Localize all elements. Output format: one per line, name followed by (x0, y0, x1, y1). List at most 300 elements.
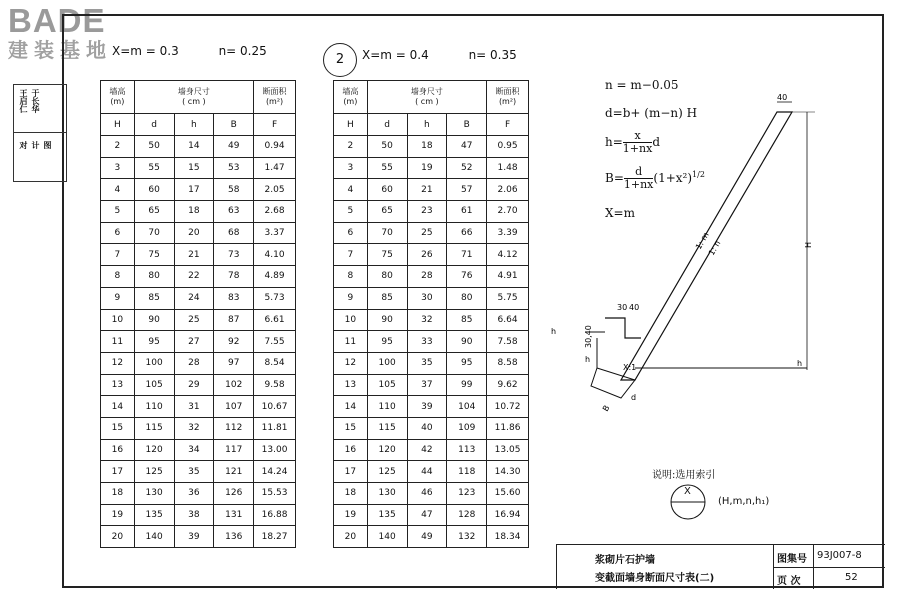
formula-h-den: 1+nx (622, 142, 653, 155)
table1-col-area: 断面积 (m²) (254, 81, 296, 114)
table1-col-size: 墙身尺寸 ( cm ) (134, 81, 253, 114)
table1-cell: 107 (214, 396, 254, 418)
table2-cell: 5.75 (487, 287, 529, 309)
table2-cell: 7 (334, 244, 368, 266)
table1-cell: 18 (101, 483, 135, 505)
table1-cell: 6.61 (254, 309, 296, 331)
table1-row (101, 309, 296, 331)
table2-cell: 100 (367, 352, 407, 374)
table1-cell: 22 (174, 266, 214, 288)
table2-cell: 17 (334, 461, 368, 483)
table1-cell: 25 (174, 309, 214, 331)
table1-cell: 125 (134, 461, 174, 483)
table2-cell: 4 (334, 179, 368, 201)
table2-cell: 37 (407, 374, 447, 396)
table2-row (334, 179, 529, 201)
table2-n-label: n= 0.35 (468, 48, 517, 62)
table1-col-height: 墙高 (m) (101, 81, 135, 114)
dim-40-label: 40 (629, 303, 640, 312)
table2-cell: 110 (367, 396, 407, 418)
table2-row (334, 331, 529, 353)
table1-cell: 105 (134, 374, 174, 396)
table2-cell: 19 (334, 504, 368, 526)
table1-cell: 11.81 (254, 417, 296, 439)
table2-cell: 16.94 (487, 504, 529, 526)
table2-cell: 75 (367, 244, 407, 266)
table1-cell: 20 (174, 222, 214, 244)
table1-row (101, 396, 296, 418)
table2-cell: 20 (334, 526, 368, 548)
formula-b-num: d (624, 166, 654, 179)
table1-cell: 2.68 (254, 201, 296, 223)
table2-cell: 9.62 (487, 374, 529, 396)
table1-cell: 100 (134, 352, 174, 374)
table1-cell: 5 (101, 201, 135, 223)
table2-cell: 6.64 (487, 309, 529, 331)
table1-x-label: X=m = 0.3 (112, 44, 179, 58)
table1-cell: 112 (214, 417, 254, 439)
table1-cell: 55 (134, 157, 174, 179)
table2-row (334, 417, 529, 439)
table1-cell: 15 (101, 417, 135, 439)
formula-x: X=m (605, 206, 635, 220)
table1-row (101, 222, 296, 244)
table2-circle-marker: 2 (323, 43, 357, 77)
table1-row (101, 136, 296, 158)
table2-cell: 85 (447, 309, 487, 331)
title-block (556, 544, 885, 589)
side-label-6: 对 (19, 141, 28, 149)
table2-cell: 118 (447, 461, 487, 483)
table2-subheader: h (407, 114, 447, 136)
table2-cell: 11 (334, 331, 368, 353)
table1-cell: 1.47 (254, 157, 296, 179)
table2-cell: 65 (367, 201, 407, 223)
table2-cell: 50 (367, 136, 407, 158)
table1-cell: 39 (174, 526, 214, 548)
table1-cell: 18.27 (254, 526, 296, 548)
table1-cell: 50 (134, 136, 174, 158)
table1-cell: 49 (214, 136, 254, 158)
table1-row (101, 201, 296, 223)
table1-subheader: B (214, 114, 254, 136)
table2-cell: 104 (447, 396, 487, 418)
table1-cell: 15 (174, 157, 214, 179)
table1-cell: 17 (174, 179, 214, 201)
table2-subheader: F (487, 114, 529, 136)
table1-cell: 70 (134, 222, 174, 244)
table2-cell: 115 (367, 417, 407, 439)
table2-cell: 8.58 (487, 352, 529, 374)
table1-cell: 87 (214, 309, 254, 331)
table1-cell: 83 (214, 287, 254, 309)
table1-row (101, 157, 296, 179)
table1-cell: 10 (101, 309, 135, 331)
table2-cell: 13 (334, 374, 368, 396)
table2-cell: 4.12 (487, 244, 529, 266)
table2-x-label: X=m = 0.4 (362, 48, 429, 62)
table1-cell: 126 (214, 483, 254, 505)
table1-cell: 121 (214, 461, 254, 483)
slope-m-label: 1: m (693, 230, 711, 251)
table1-cell: 60 (134, 179, 174, 201)
atlas-no: 93J007-8 (817, 550, 862, 561)
table1-row (101, 331, 296, 353)
table2-row (334, 136, 529, 158)
logo-text-cn: 建装基地 (8, 38, 112, 62)
table1-subheader: F (254, 114, 296, 136)
table1-cell: 117 (214, 439, 254, 461)
table1-cell: 2.05 (254, 179, 296, 201)
table1-row (101, 266, 296, 288)
table1-cell: 24 (174, 287, 214, 309)
index-symbol-text: X (684, 486, 691, 497)
wall-section-diagram (545, 90, 835, 420)
table1-cell: 21 (174, 244, 214, 266)
table2-heading (362, 48, 517, 62)
table2-cell: 66 (447, 222, 487, 244)
foundation (591, 368, 635, 398)
table2-cell: 109 (447, 417, 487, 439)
table2-cell: 23 (407, 201, 447, 223)
formula-b-rhs: (1+x²) (653, 171, 693, 185)
table1-row (101, 439, 296, 461)
table2-cell: 55 (367, 157, 407, 179)
ground-h-label: h (797, 359, 803, 368)
table1-row (101, 417, 296, 439)
table1-cell: 58 (214, 179, 254, 201)
formula-h-num: x (623, 130, 653, 143)
table2-cell: 52 (447, 157, 487, 179)
table2-col-area: 断面积 (m²) (487, 81, 529, 114)
table2-cell: 15 (334, 417, 368, 439)
table1-cell: 68 (214, 222, 254, 244)
table2-cell: 1.48 (487, 157, 529, 179)
table2-cell: 25 (407, 222, 447, 244)
table2-cell: 120 (367, 439, 407, 461)
table1-cell: 32 (174, 417, 214, 439)
table2-cell: 128 (447, 504, 487, 526)
h-label: h (585, 355, 591, 364)
table2-cell: 47 (447, 136, 487, 158)
wall-body (621, 112, 792, 380)
table2-col-height: 墙高 (m) (334, 81, 368, 114)
table1-cell: 9.58 (254, 374, 296, 396)
table1-cell: 9 (101, 287, 135, 309)
table1-row (101, 483, 296, 505)
table1-cell: 3 (101, 157, 135, 179)
table2-row (334, 504, 529, 526)
table1-cell: 14 (101, 396, 135, 418)
table2-cell: 60 (367, 179, 407, 201)
table2-subheader: H (334, 114, 368, 136)
table2-cell: 90 (447, 331, 487, 353)
table1-cell: 31 (174, 396, 214, 418)
table1-cell: 75 (134, 244, 174, 266)
b-label: B (600, 403, 612, 413)
table2-row (334, 309, 529, 331)
table2-row (334, 374, 529, 396)
table2-cell: 19 (407, 157, 447, 179)
table1-cell: 7.55 (254, 331, 296, 353)
table2-cell: 113 (447, 439, 487, 461)
table1-cell: 14.24 (254, 461, 296, 483)
table2-cell: 61 (447, 201, 487, 223)
table1-row (101, 179, 296, 201)
table2-cell: 7.58 (487, 331, 529, 353)
table2-cell: 2.06 (487, 179, 529, 201)
table2-subheader: B (447, 114, 487, 136)
table2-cell: 76 (447, 266, 487, 288)
table2-row (334, 266, 529, 288)
table2-cell: 95 (367, 331, 407, 353)
table1-cell: 130 (134, 483, 174, 505)
table2-subheader: d (367, 114, 407, 136)
table1-cell: 11 (101, 331, 135, 353)
signature-box (13, 84, 67, 182)
table2-cell: 9 (334, 287, 368, 309)
table2-cell: 80 (367, 266, 407, 288)
note-title: 说明:选用索引 (652, 470, 716, 481)
table1-cell: 115 (134, 417, 174, 439)
formula-d: d=b+ (m−n) H (605, 106, 698, 120)
table2-cell: 125 (367, 461, 407, 483)
formula-b-den: 1+nx (623, 178, 654, 191)
logo-text-en: BADE (8, 2, 106, 39)
table2-cell: 28 (407, 266, 447, 288)
table2-cell: 123 (447, 483, 487, 505)
table1-cell: 4.10 (254, 244, 296, 266)
table2-cell: 10 (334, 309, 368, 331)
table2-cell: 105 (367, 374, 407, 396)
table1-cell: 8 (101, 266, 135, 288)
atlas-no-label: 图集号 (777, 554, 807, 565)
page-label: 页 次 (777, 576, 801, 587)
table2-row (334, 244, 529, 266)
formula-h-rhs: d (652, 135, 660, 149)
table1-cell: 28 (174, 352, 214, 374)
table1-row (101, 352, 296, 374)
table2-cell: 2 (334, 136, 368, 158)
table2-cell: 14 (334, 396, 368, 418)
table1-cell: 95 (134, 331, 174, 353)
table2-cell: 2.70 (487, 201, 529, 223)
table2-cell: 6 (334, 222, 368, 244)
table2-cell: 46 (407, 483, 447, 505)
table2-cell: 4.91 (487, 266, 529, 288)
table1-row (101, 526, 296, 548)
table1-cell: 73 (214, 244, 254, 266)
table2-cell: 130 (367, 483, 407, 505)
table2-cell: 5 (334, 201, 368, 223)
table2-row (334, 396, 529, 418)
table1-row (101, 461, 296, 483)
table2-cell: 44 (407, 461, 447, 483)
table1-cell: 135 (134, 504, 174, 526)
table2-cell: 11.86 (487, 417, 529, 439)
table2-cell: 140 (367, 526, 407, 548)
table1-cell: 29 (174, 374, 214, 396)
table1-subheader: H (101, 114, 135, 136)
height-label: H (804, 241, 813, 248)
table1-cell: 136 (214, 526, 254, 548)
table1-cell: 7 (101, 244, 135, 266)
table1 (100, 80, 296, 548)
table1-cell: 4 (101, 179, 135, 201)
side-label-9: 图 (43, 141, 52, 149)
formula-b-lhs: B= (605, 171, 624, 185)
table2-row (334, 483, 529, 505)
table2-row (334, 461, 529, 483)
table1-cell: 20 (101, 526, 135, 548)
page-no: 52 (845, 572, 858, 583)
title-line2: 变截面墙身断面尺寸表(二) (595, 573, 715, 584)
table2-row (334, 352, 529, 374)
table1-row (101, 287, 296, 309)
formula-n: n = m−0.05 (605, 78, 679, 92)
table2-row (334, 222, 529, 244)
table2-cell: 0.95 (487, 136, 529, 158)
dim-3040-label: 30,40 (584, 325, 593, 348)
table2-cell: 10.72 (487, 396, 529, 418)
table1-cell: 80 (134, 266, 174, 288)
table1-row (101, 244, 296, 266)
table2-cell: 71 (447, 244, 487, 266)
table2-cell: 15.60 (487, 483, 529, 505)
table1-cell: 16 (101, 439, 135, 461)
side-label-5: 计 (31, 141, 40, 149)
table1-heading (112, 44, 267, 58)
table1-cell: 35 (174, 461, 214, 483)
table1-cell: 63 (214, 201, 254, 223)
table1-cell: 53 (214, 157, 254, 179)
table1-cell: 18 (174, 201, 214, 223)
table2 (333, 80, 529, 548)
table1-cell: 3.37 (254, 222, 296, 244)
table1-cell: 17 (101, 461, 135, 483)
table2-cell: 35 (407, 352, 447, 374)
table1-cell: 15.53 (254, 483, 296, 505)
table1-cell: 8.54 (254, 352, 296, 374)
table2-cell: 95 (447, 352, 487, 374)
table1-cell: 6 (101, 222, 135, 244)
table2-cell: 3.39 (487, 222, 529, 244)
left-h-label: h (551, 327, 557, 336)
index-params: (H,m,n,h₁) (718, 496, 770, 507)
table1-cell: 2 (101, 136, 135, 158)
table2-cell: 18 (407, 136, 447, 158)
table2-cell: 132 (447, 526, 487, 548)
table1-cell: 140 (134, 526, 174, 548)
table1-cell: 27 (174, 331, 214, 353)
table2-cell: 21 (407, 179, 447, 201)
table2-row (334, 201, 529, 223)
table2-cell: 40 (407, 417, 447, 439)
table1-cell: 38 (174, 504, 214, 526)
table2-cell: 99 (447, 374, 487, 396)
table1-cell: 10.67 (254, 396, 296, 418)
table2-cell: 42 (407, 439, 447, 461)
table1-cell: 13 (101, 374, 135, 396)
table2-cell: 18 (334, 483, 368, 505)
table2-cell: 32 (407, 309, 447, 331)
side-label-2: 于长华 (31, 89, 40, 113)
table2-cell: 30 (407, 287, 447, 309)
table2-row (334, 526, 529, 548)
table1-cell: 85 (134, 287, 174, 309)
table1-subheader: d (134, 114, 174, 136)
side-label-1: 王启仁 (19, 89, 28, 113)
table1-cell: 4.89 (254, 266, 296, 288)
table1-subheader: h (174, 114, 214, 136)
slope-n-label: 1: n (706, 239, 723, 257)
xi-label: X:1 (623, 363, 637, 372)
table1-cell: 92 (214, 331, 254, 353)
table1-cell: 13.00 (254, 439, 296, 461)
table2-cell: 14.30 (487, 461, 529, 483)
d-label: d (631, 393, 637, 402)
table1-cell: 0.94 (254, 136, 296, 158)
table2-row (334, 287, 529, 309)
top-width-label: 40 (777, 93, 788, 102)
table2-cell: 90 (367, 309, 407, 331)
table1-cell: 110 (134, 396, 174, 418)
table1-cell: 120 (134, 439, 174, 461)
table1-row (101, 374, 296, 396)
table2-cell: 3 (334, 157, 368, 179)
table2-cell: 70 (367, 222, 407, 244)
table2-cell: 80 (447, 287, 487, 309)
dim-30-label: 30 (617, 303, 628, 312)
table2-cell: 85 (367, 287, 407, 309)
table1-cell: 12 (101, 352, 135, 374)
table2-cell: 135 (367, 504, 407, 526)
table2-cell: 8 (334, 266, 368, 288)
table1-cell: 78 (214, 266, 254, 288)
table2-cell: 49 (407, 526, 447, 548)
table2-cell: 39 (407, 396, 447, 418)
table1-cell: 5.73 (254, 287, 296, 309)
table2-cell: 57 (447, 179, 487, 201)
table1-cell: 34 (174, 439, 214, 461)
table1-cell: 16.88 (254, 504, 296, 526)
formula-h-lhs: h= (605, 135, 623, 149)
table2-row (334, 439, 529, 461)
table2-row (334, 157, 529, 179)
table1-cell: 131 (214, 504, 254, 526)
table2-cell: 47 (407, 504, 447, 526)
table2-cell: 33 (407, 331, 447, 353)
formula-b-exp: 1/2 (692, 170, 705, 179)
table1-cell: 102 (214, 374, 254, 396)
table1-cell: 36 (174, 483, 214, 505)
table2-cell: 13.05 (487, 439, 529, 461)
title-line1: 浆砌片石护墙 (595, 555, 655, 566)
table1-cell: 65 (134, 201, 174, 223)
table2-cell: 18.34 (487, 526, 529, 548)
table1-cell: 19 (101, 504, 135, 526)
base-step (605, 318, 641, 338)
table2-col-size: 墙身尺寸 ( cm ) (367, 81, 486, 114)
table1-cell: 97 (214, 352, 254, 374)
table1-cell: 14 (174, 136, 214, 158)
table1-cell: 90 (134, 309, 174, 331)
table1-n-label: n= 0.25 (218, 44, 267, 58)
table1-row (101, 504, 296, 526)
table2-cell: 12 (334, 352, 368, 374)
table2-cell: 26 (407, 244, 447, 266)
table2-cell: 16 (334, 439, 368, 461)
